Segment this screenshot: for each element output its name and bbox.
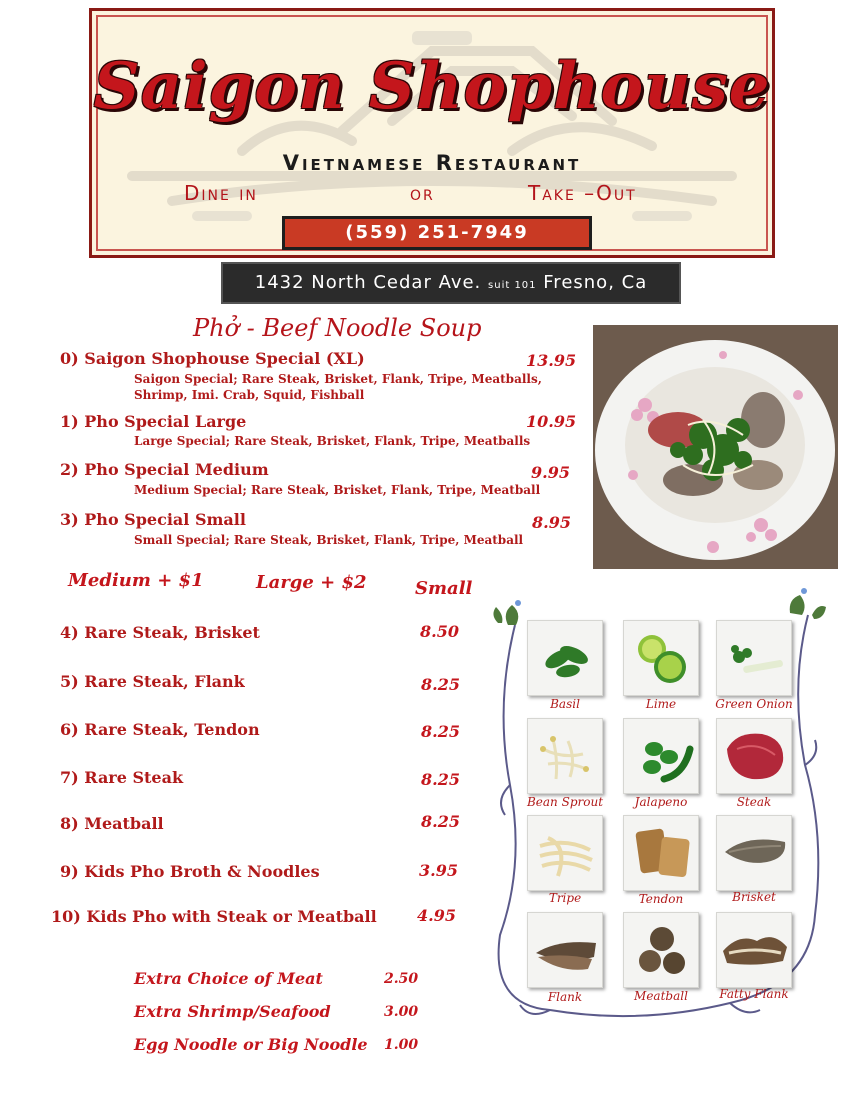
special-item-description: Medium Special; Rare Steak, Brisket, Flank, Tripe, Meatball [134,483,541,497]
size-medium-label: Medium + $1 [68,570,204,591]
extra-item-price: 1.00 [384,1037,419,1053]
special-item-description: Small Special; Rare Steak, Brisket, Flank, Tripe, Meatball [134,533,524,547]
menu-item-name: 9) Kids Pho Broth & Noodles [60,862,320,881]
ingredient-label: Jalapeno [634,795,688,809]
basil-icon [527,620,603,696]
extra-item-price: 3.00 [384,1004,419,1020]
tendon-icon [623,815,699,891]
special-item-price: 9.95 [531,463,570,482]
ingredient-label: Flank [547,990,583,1004]
green-onion-icon [716,620,792,696]
address-banner [221,262,681,304]
special-item-name: 3) Pho Special Small [60,510,246,529]
special-item-name: 0) Saigon Shophouse Special (XL) [60,349,365,368]
ingredient-label: Tripe [548,891,582,905]
extra-item-name: Egg Noodle or Big Noodle [134,1035,368,1054]
or-label: or [410,181,435,205]
bean-sprout-icon [527,718,603,794]
menu-item-price: 3.95 [419,861,458,880]
address-city: Fresno, Ca [543,272,648,293]
pho-bowl-photo [593,325,838,569]
special-item-name: 2) Pho Special Medium [60,460,269,479]
menu-item-price: 8.50 [420,622,459,641]
special-item-description: Saigon Special; Rare Steak, Brisket, Flank, Tripe, Meatballs, Shrimp, Imi. Crab, Squid, Fishball [134,372,542,402]
flank-icon [527,912,603,988]
ingredient-label: Steak [736,795,772,809]
ingredient-label: Brisket [732,890,776,904]
phone-number[interactable]: (559) 251-7949 [282,216,592,250]
special-item-price: 10.95 [526,412,577,431]
menu-item-price: 4.95 [417,906,456,925]
fatty-flank-icon [716,912,792,988]
menu-item-name: 7) Rare Steak [60,768,184,787]
ingredient-label: Lime [645,697,677,711]
section-title: Phở - Beef Noodle Soup [193,314,482,342]
ingredients-panel [490,585,830,1025]
jalapeno-icon [623,718,699,794]
special-item-price: 13.95 [526,351,577,370]
extra-item-name: Extra Choice of Meat [134,969,323,988]
menu-item-name: 5) Rare Steak, Flank [60,672,245,691]
dine-in-label: Dine in [184,181,258,205]
menu-item-name: 6) Rare Steak, Tendon [60,720,260,739]
restaurant-name: Saigon Shophouse [93,49,771,124]
menu-item-price: 8.25 [421,722,460,741]
address-street: 1432 North Cedar Ave. [254,272,482,293]
special-item-price: 8.95 [532,513,571,532]
menu-item-price: 8.25 [421,675,460,694]
pho-bowl-illustration [593,325,838,569]
ingredient-label: Green Onion [715,697,793,711]
size-small-label: Small [415,578,473,599]
menu-item-name: 10) Kids Pho with Steak or Meatball [51,907,377,926]
extra-item-name: Extra Shrimp/Seafood [134,1002,331,1021]
menu-item-name: 4) Rare Steak, Brisket [60,623,260,642]
lime-icon [623,620,699,696]
ingredient-label: Fatty Flank [719,987,789,1001]
restaurant-sign [89,8,775,258]
menu-item-name: 8) Meatball [60,814,164,833]
ingredient-label: Meatball [634,989,688,1003]
ingredient-label: Bean Sprout [526,795,604,809]
steak-icon [716,718,792,794]
size-large-label: Large + $2 [256,572,367,593]
brisket-icon [716,815,792,891]
restaurant-subtitle: Vietnamese Restaurant [282,151,582,175]
take-out-label: Take –Out [528,181,637,205]
special-item-name: 1) Pho Special Large [60,412,247,431]
tripe-icon [527,815,603,891]
address-suite: suit 101 [488,280,537,291]
extra-item-price: 2.50 [384,971,419,987]
ingredient-label: Tendon [638,892,684,906]
meatball-icon [623,912,699,988]
menu-item-price: 8.25 [421,770,460,789]
menu-item-price: 8.25 [421,812,460,831]
special-item-description: Large Special; Rare Steak, Brisket, Flank, Tripe, Meatballs [134,434,531,448]
ingredient-label: Basil [550,697,580,711]
